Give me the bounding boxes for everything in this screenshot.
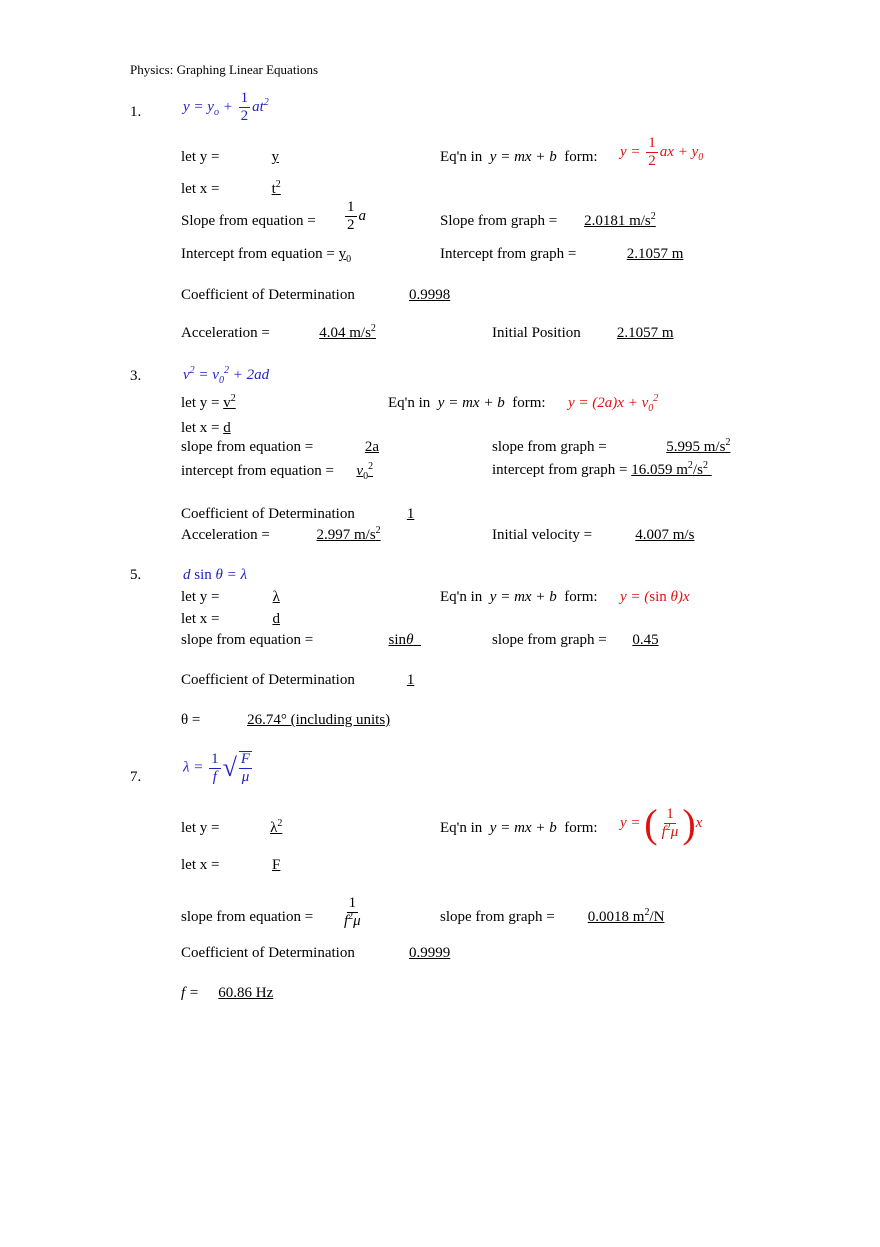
p5-let-y-value: λ (272, 589, 280, 605)
p3-initial-velocity-value: 4.007 m/s (635, 527, 695, 543)
p5-theta-value: 26.74° (including units) (247, 712, 391, 728)
p1-intercept-graph-value: 2.1057 m (626, 246, 684, 262)
p5-theta-row: θ = 26.74° (including units) (181, 712, 391, 728)
p3-eqn-form-expression: $y = (2a)x + v_0^2$ (568, 393, 659, 414)
p3-initial-velocity-row: Initial velocity = 4.007 m/s (492, 527, 734, 544)
problem-3-number: 3. (130, 368, 142, 384)
p7-slope-graph-row: slope from graph = 0.0018 $m^2/N$ (440, 907, 665, 925)
p3-slope-eq-value: 2a (364, 439, 380, 455)
p5-let-x-value: d (272, 611, 280, 627)
p3-let-y-value: $v^2$ (223, 393, 236, 411)
p7-frequency-value: 60.86 Hz (218, 985, 274, 1001)
page-title: Physics: Graphing Linear Equations (130, 62, 319, 77)
p1-let-x-value: $t^2$ (271, 179, 281, 197)
p3-slope-graph-value: 5.995 $m/s^2$ (666, 437, 731, 455)
p3-eqn-form-label: Eq'n in y = mx + b form: (388, 395, 546, 411)
p7-coef-value: 0.9999 (408, 945, 451, 961)
p1-initial-position-row: Initial Position 2.1057 m (492, 325, 702, 342)
p1-intercept-eq-value: $y_0$ (338, 246, 352, 265)
p7-coef-row: Coefficient of Determination 0.9999 (181, 945, 501, 962)
p3-acceleration-value: 2.997 $m/s^2$ (316, 525, 381, 543)
p3-let-y-row: let $y = v^2$ (181, 395, 277, 412)
problem-7-equation: λ = $\frac{1}{f}$ √ $\frac{F}{\mu}$ (183, 750, 251, 785)
problem-1-number: 1. (130, 104, 142, 120)
p5-slope-graph-value: 0.45 (632, 632, 659, 648)
p1-let-x-row: let $x = t^2$ (181, 181, 329, 198)
p1-let-y-value: y (271, 149, 279, 165)
p5-let-y-row: let y = λ (181, 589, 329, 606)
problem-5-equation: d sin θ = λ (183, 567, 248, 583)
p3-slope-graph-row: slope from graph = 5.995 $m/s^2$ (492, 437, 731, 455)
p1-initial-position-value: 2.1057 m (616, 325, 674, 341)
problem-3-equation: $v^2 = v_0^2 + 2ad$ (183, 365, 270, 386)
p3-coef-value: 1 (406, 506, 415, 522)
p1-eqn-form-label: Eq'n in y = mx + b form: (440, 149, 598, 165)
p5-slope-graph-row: slope from graph = 0.45 (492, 632, 680, 649)
p5-coef-value: 1 (406, 672, 415, 688)
p5-coef-row: Coefficient of Determination 1 (181, 672, 463, 689)
p3-intercept-eq-value: $v_0^2$ (356, 461, 374, 482)
p5-let-x-row: let x = d (181, 611, 329, 628)
p7-eqn-form-label: Eq'n in y = mx + b form: (440, 820, 598, 836)
p3-intercept-eq-row: intercept from equation = $v_0^2$ (181, 463, 392, 480)
p1-acceleration-value: 4.04 $m/s^2$ (319, 323, 376, 341)
p3-let-x-row: let x = d (181, 420, 277, 437)
p1-let-y-row: let y = y (181, 149, 327, 166)
p1-slope-graph-value: 2.0181 $m/s^2$ (584, 211, 656, 229)
problem-7-number: 7. (130, 769, 142, 785)
p3-let-x-value: d (223, 420, 231, 436)
p3-intercept-graph-row: intercept from graph = 16.059 $m^2/s^2$ (492, 462, 712, 479)
p5-eqn-form-expression: y = (sin θ)x (620, 589, 690, 605)
p7-frequency-row: f = 60.86 Hz (181, 985, 289, 1002)
p1-coef-value: 0.9998 (408, 287, 451, 303)
p7-slope-eq-value: $\frac{1}{f^2\mu}$ (344, 895, 361, 929)
p1-coef-row: Coefficient of Determination 0.9998 (181, 287, 501, 304)
p7-let-x-value: F (272, 857, 281, 873)
p1-slope-eq-label: Slope from equation = (181, 213, 316, 229)
p3-coef-row: Coefficient of Determination 1 (181, 506, 463, 523)
p5-slope-eq-row: slope from equation = sinθ (181, 632, 421, 649)
p7-slope-eq-label: slope from equation = (181, 909, 314, 925)
p7-let-y-value: $\lambda^2$ (270, 818, 283, 836)
p1-acceleration-row: Acceleration = 4.04 $m/s^2$ (181, 325, 422, 342)
p1-intercept-eq-row: Intercept from equation = $y_0$ (181, 246, 352, 265)
p3-acceleration-row: Acceleration = 2.997 $m/s^2$ (181, 527, 424, 544)
p1-intercept-graph-row: Intercept from graph = 2.1057 m (440, 246, 730, 263)
p3-slope-eq-row: slope from equation = 2a (181, 439, 421, 456)
p3-intercept-graph-value: 16.059 $m^2/s^2$ (631, 460, 708, 478)
problem-1-equation: $y = y_o$ + $\frac{1}{2}$ $at^2$ (183, 90, 269, 124)
p7-eqn-form-expression: y = ( $\frac{1}{f^2\mu}$ )x (620, 801, 703, 846)
p5-slope-eq-value: sinθ (388, 632, 414, 648)
p7-let-y-row: let $y = \lambda^2$ (181, 820, 329, 837)
p1-slope-eq-value: $\frac{1}{2}$ a (347, 199, 366, 233)
p7-let-x-row: let x = F (181, 857, 329, 874)
p1-slope-graph-row: Slope from graph = 2.0181 $m/s^2$ (440, 213, 679, 230)
p7-slope-graph-value: 0.0018 $m^2/N$ (587, 907, 665, 925)
p5-eqn-form-label: Eq'n in y = mx + b form: (440, 589, 598, 605)
problem-5-number: 5. (130, 567, 142, 583)
p1-eqn-form-expression: y = $\frac{1}{2}$ ax + $y_0$ (620, 135, 704, 169)
